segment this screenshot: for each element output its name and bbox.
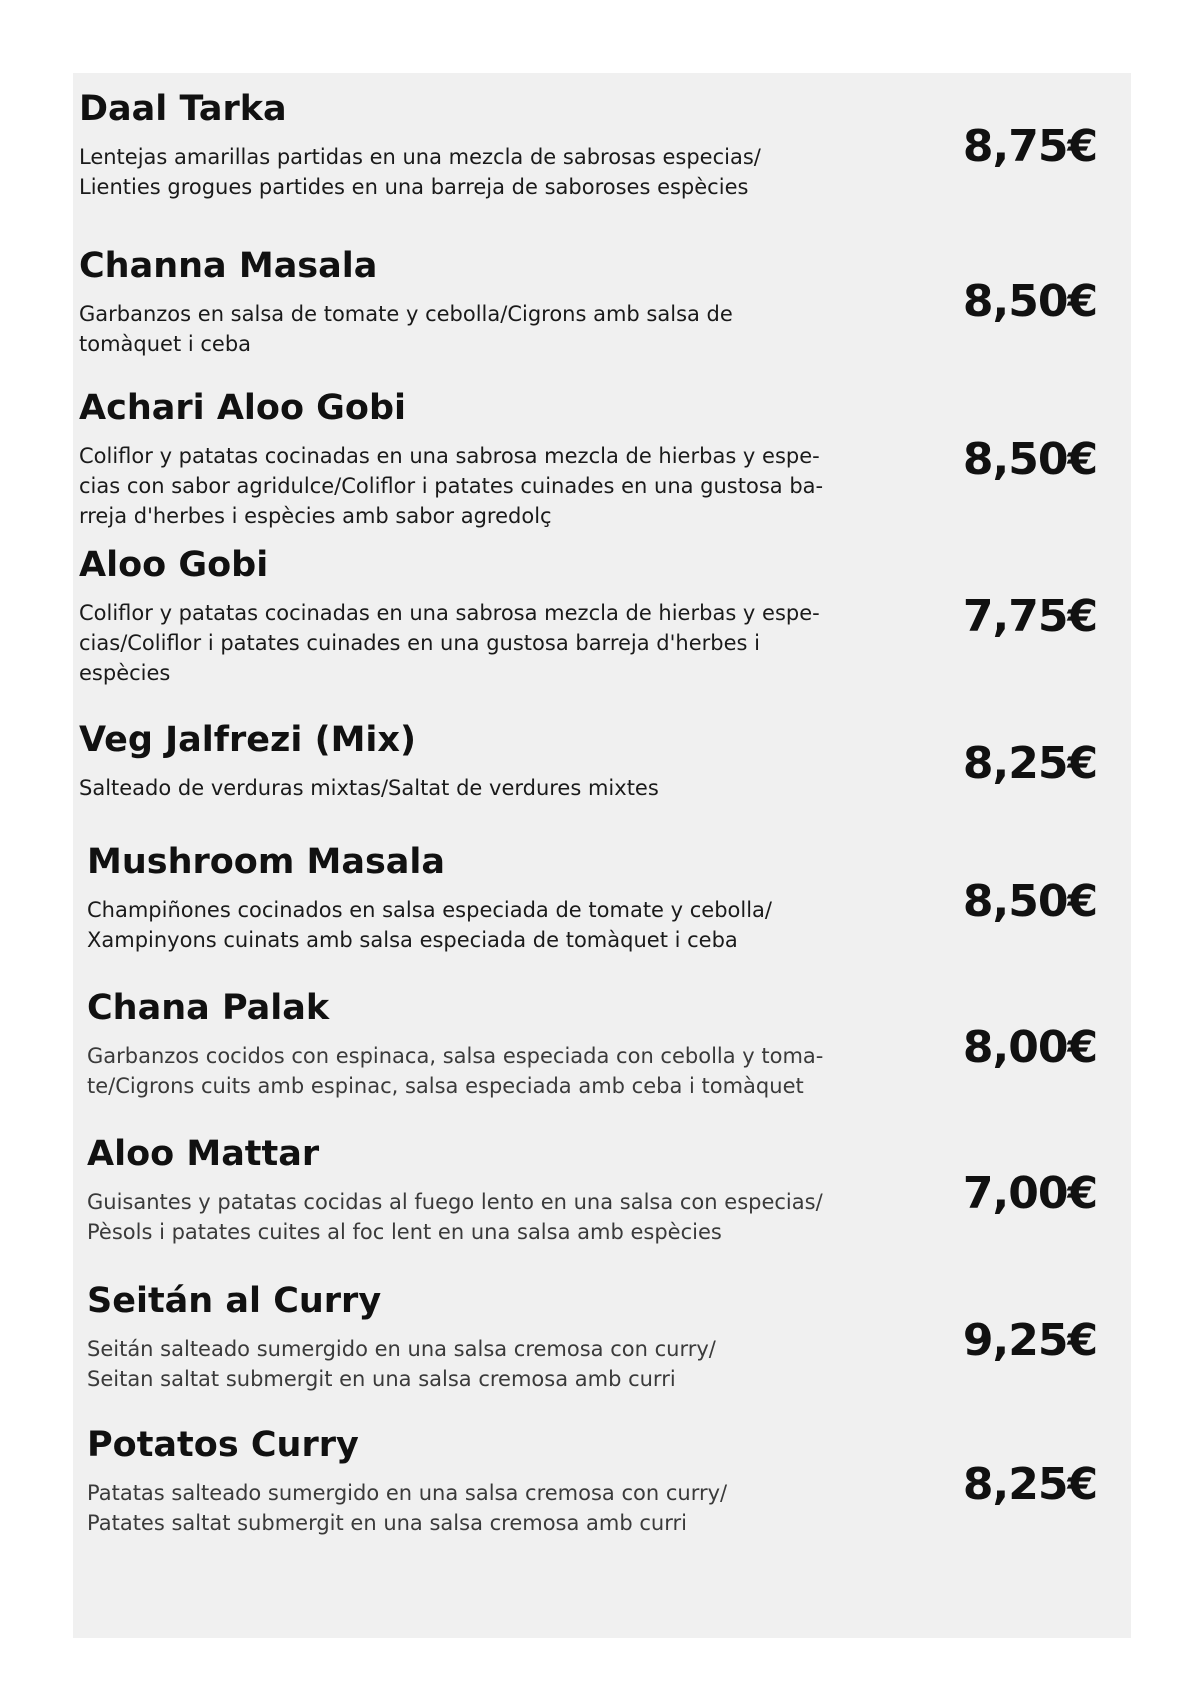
description-line: Salteado de verduras mixtas/Saltat de verdures mixtes <box>79 776 659 800</box>
description-line: rreja d'herbes i espècies amb sabor agredolç <box>79 504 552 528</box>
dish-name: Aloo Gobi <box>79 545 269 585</box>
dish-name: Mushroom Masala <box>87 842 446 882</box>
description-line: espècies <box>79 661 171 685</box>
description-line: cias con sabor agridulce/Coliflor i patates cuinades en una gustosa ba- <box>79 474 824 498</box>
dish-price: 8,00€ <box>962 1022 1098 1073</box>
description-line: tomàquet i ceba <box>79 332 252 356</box>
dish-price: 8,75€ <box>962 121 1098 172</box>
dish-name: Potatos Curry <box>87 1425 359 1465</box>
dish-description <box>87 1041 947 1101</box>
description-line: Lienties grogues partides en una barreja de saboroses espècies <box>79 175 749 199</box>
description-line: te/Cigrons cuits amb espinac, salsa especiada amb ceba i tomàquet <box>87 1074 804 1098</box>
dish-name: Aloo Mattar <box>87 1134 320 1174</box>
dish-description <box>79 299 939 359</box>
dish-name: Daal Tarka <box>79 89 287 129</box>
dish-description <box>87 895 947 955</box>
dish-name: Chana Palak <box>87 988 330 1028</box>
description-line: Patatas salteado sumergido en una salsa cremosa con curry/ <box>87 1481 728 1505</box>
description-line: Coliflor y patatas cocinadas en una sabrosa mezcla de hierbas y espe- <box>79 444 820 468</box>
dish-price: 8,25€ <box>962 1459 1098 1510</box>
description-line: Champiñones cocinados en salsa especiada de tomate y cebolla/ <box>87 898 773 922</box>
dish-price: 8,25€ <box>962 738 1098 789</box>
dish-description <box>87 1478 947 1538</box>
dish-price: 8,50€ <box>962 276 1098 327</box>
dish-price: 7,75€ <box>962 591 1098 642</box>
description-line: Seitan saltat submergit en una salsa cremosa amb curri <box>87 1367 676 1391</box>
dish-name: Veg Jalfrezi (Mix) <box>79 720 416 760</box>
description-line: Pèsols i patates cuites al foc lent en una salsa amb espècies <box>87 1220 722 1244</box>
dish-price: 8,50€ <box>962 876 1098 927</box>
dish-description <box>87 1187 947 1247</box>
menu-page <box>73 73 1131 1638</box>
description-line: Garbanzos cocidos con espinaca, salsa especiada con cebolla y toma- <box>87 1044 824 1068</box>
description-line: Seitán salteado sumergido en una salsa cremosa con curry/ <box>87 1337 716 1361</box>
dish-description <box>87 1334 947 1394</box>
dish-price: 8,50€ <box>962 434 1098 485</box>
dish-description <box>79 142 939 202</box>
description-line: Xampinyons cuinats amb salsa especiada de tomàquet i ceba <box>87 928 738 952</box>
description-line: cias/Coliflor i patates cuinades en una gustosa barreja d'herbes i <box>79 631 760 655</box>
dish-name: Achari Aloo Gobi <box>79 388 406 428</box>
dish-description <box>79 441 939 531</box>
dish-price: 9,25€ <box>962 1315 1098 1366</box>
description-line: Lentejas amarillas partidas en una mezcla de sabrosas especias/ <box>79 145 761 169</box>
dish-name: Channa Masala <box>79 246 378 286</box>
dish-price: 7,00€ <box>962 1168 1098 1219</box>
description-line: Garbanzos en salsa de tomate y cebolla/Cigrons amb salsa de <box>79 302 733 326</box>
dish-description <box>79 598 939 688</box>
description-line: Coliflor y patatas cocinadas en una sabrosa mezcla de hierbas y espe- <box>79 601 820 625</box>
dish-description <box>79 773 939 803</box>
dish-name: Seitán al Curry <box>87 1281 382 1321</box>
description-line: Guisantes y patatas cocidas al fuego lento en una salsa con especias/ <box>87 1190 823 1214</box>
description-line: Patates saltat submergit en una salsa cremosa amb curri <box>87 1511 687 1535</box>
